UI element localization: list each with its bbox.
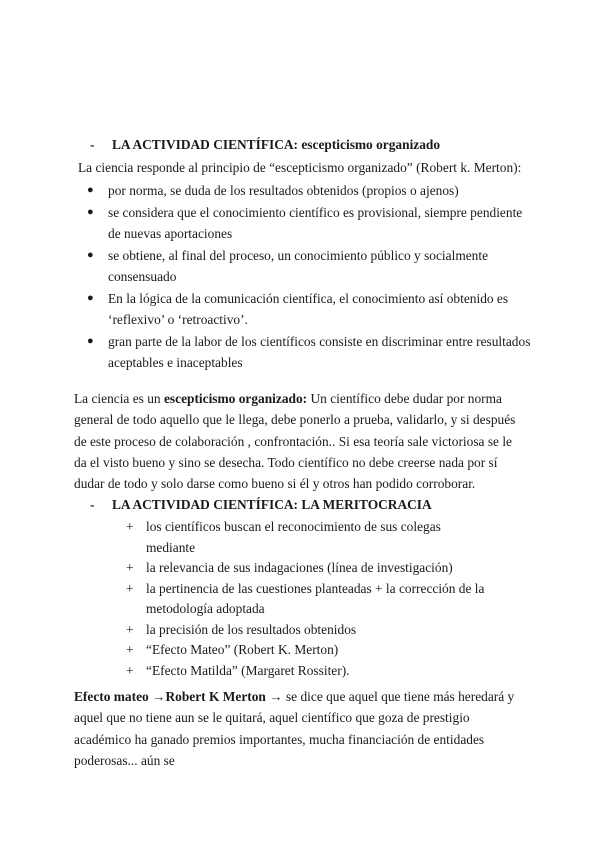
section2-plus-list [0,517,600,681]
list-item: ● gran parte de la labor de los científicos consiste en discriminar entre resultados aceptables e inaceptables [0,331,538,374]
list-item: ● se obtiene, al final del proceso, un conocimiento público y socialmente consensuado [0,245,538,288]
heading-dash: - [90,137,95,152]
paragraph-efecto-mateo: Efecto mateo →Robert K Merton → se dice que aquel que tiene más heredará y aquel que no tiene aun se le quitará, aquel científico que goza de prestigio académico ha ganado premios importantes, mucha financiación de entidades poderosas... aún se [74,689,515,768]
section1-heading-text: LA ACTIVIDAD CIENTÍFICA: escepticismo organizado [112,137,441,152]
plus-icon: + [126,560,134,575]
list-item: + la precisión de los resultados obtenidos [0,620,486,641]
section1-intro: La ciencia responde al principio de “escepticismo organizado” (Robert k. Merton): [78,160,522,175]
list-item: ● se considera que el conocimiento científico es provisional, siempre pendiente de nuevas aportaciones [0,202,538,245]
list-item: ● En la lógica de la comunicación científica, el conocimiento así obtenido es ‘reflexivo’ o ‘retroactivo’. [0,288,538,331]
list-item: + la relevancia de sus indagaciones (línea de investigación) [0,558,486,579]
plus-icon: + [126,642,134,657]
list-item: + “Efecto Matilda” (Margaret Rossiter). [0,661,486,682]
bullet-icon: ● [87,291,94,304]
section1-bullet-list [0,180,600,374]
list-item: + “Efecto Mateo” (Robert K. Merton) [0,640,486,661]
bullet-icon: ● [87,205,94,218]
list-item: + la pertinencia de las cuestiones planteadas + la corrección de la metodología adoptada [126,580,485,616]
bullet-icon: ● [87,248,94,261]
paragraph-escepticismo: La ciencia es un escepticismo organizado: Un científico debe dudar por norma general de todo aquello que le llega, debe ponerlo a prueba, validarlo, y si después de este proceso de colaboración , confrontación.. Si esa teoría sale victoriosa se le da el visto bueno y sino se desecha. Todo científico no debe creerse nada por sí dudar de todo y solo darse como bueno si él y otros han podido corroborar. [74,391,516,492]
heading-dash: - [90,497,95,512]
section2-heading-text: LA ACTIVIDAD CIENTÍFICA: LA MERITOCRACIA [112,497,432,512]
bullet-icon: ● [87,184,94,196]
paragraph-bold-term: escepticismo organizado: [163,391,308,406]
list-item: + los científicos buscan el reconocimiento de sus colegas mediante [126,519,441,555]
plus-icon: + [126,621,134,637]
bullet-icon: ● [87,334,94,347]
paragraph-bold-lead: Efecto mateo →Robert K Merton [74,689,266,704]
plus-icon: + [126,519,134,534]
list-item: ● por norma, se duda de los resultados obtenidos (propios o ajenos) [0,180,538,202]
plus-icon: + [126,580,134,596]
plus-icon: + [126,662,134,678]
